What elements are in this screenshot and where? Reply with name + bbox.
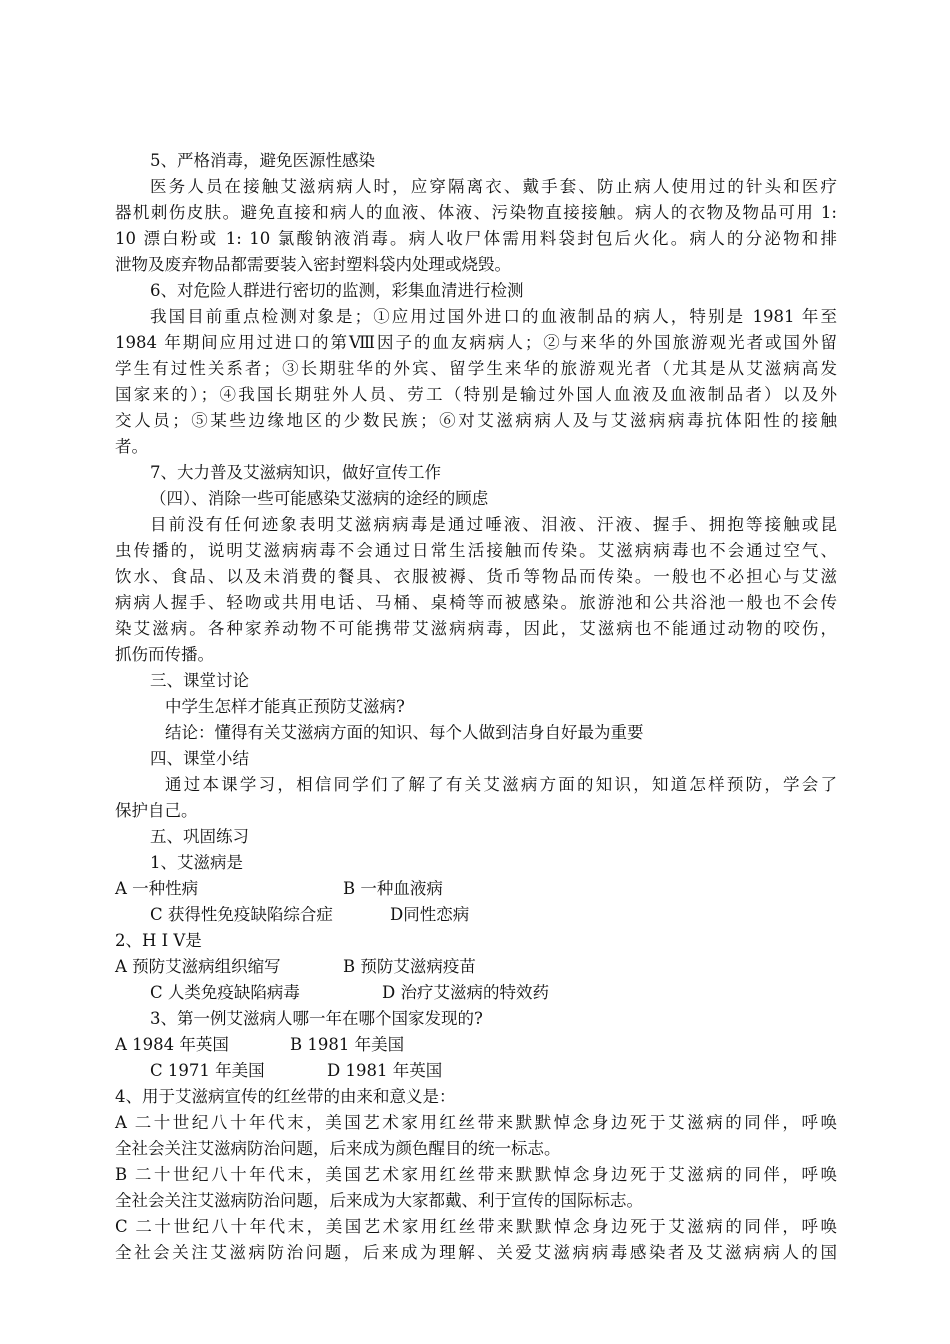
paragraph-line: 1984 年期间应用过进口的第Ⅷ因子的血友病病人；②与来华的外国旅游观光者或国外留 — [115, 333, 837, 352]
option-line: 全社会关注艾滋病防治问题，后来成为大家都戴、利于宣传的国际标志。 — [115, 1191, 643, 1210]
option-line: B 二十世纪八十年代末，美国艺术家用红丝带来默默悼念身边死于艾滋病的同伴，呼唤 — [115, 1165, 837, 1184]
paragraph-line: 保护自己。 — [115, 801, 198, 820]
paragraph-line: 抓伤而传播。 — [115, 645, 214, 664]
paragraph-line: 学生有过性关系者；③长期驻华的外宾、留学生来华的旅游观光者（尤其是从艾滋病高发 — [115, 359, 837, 378]
heading-monitoring: 6、对危险人群进行密切的监测，彩集血清进行检测 — [150, 281, 524, 300]
option-line: A 预防艾滋病组织缩写 — [115, 957, 281, 976]
option-line: D 治疗艾滋病的特效药 — [382, 983, 549, 1002]
discussion-question: 中学生怎样才能真正预防艾滋病? — [165, 697, 405, 716]
option-line: 全社会关注艾滋病防治问题，后来成为理解、关爱艾滋病病毒感染者及艾滋病病人的国 — [115, 1243, 837, 1262]
paragraph-line: 染艾滋病。各种家养动物不可能携带艾滋病病毒，因此，艾滋病也不能通过动物的咬伤， — [115, 619, 837, 638]
option-line: C 获得性免疫缺陷综合症 — [150, 905, 333, 924]
option-line: B 一种血液病 — [343, 879, 443, 898]
question-4: 4、用于艾滋病宣传的红丝带的由来和意义是： — [115, 1087, 456, 1106]
heading-publicity: 7、大力普及艾滋病知识，做好宣传工作 — [150, 463, 441, 482]
paragraph-line: 目前没有任何迹象表明艾滋病病毒是通过唾液、泪液、汗液、握手、拥抱等接触或昆 — [150, 515, 837, 534]
heading-summary: 四、课堂小结 — [150, 749, 249, 768]
paragraph-line: 者。 — [115, 437, 148, 456]
option-line: A 1984 年英国 — [115, 1035, 229, 1054]
paragraph-line: 10 漂白粉或 1: 10 氯酸钠液消毒。病人收尸体需用料袋封包后火化。病人的分泌物和排 — [115, 229, 837, 248]
question-3: 3、第一例艾滋病人哪一年在哪个国家发现的? — [150, 1009, 483, 1028]
paragraph-line: 医务人员在接触艾滋病病人时，应穿隔离衣、戴手套、防止病人使用过的针头和医疗 — [150, 177, 837, 196]
heading-misconceptions: （四）、消除一些可能感染艾滋病的途经的顾虑 — [150, 489, 489, 508]
paragraph-line: 器机刺伤皮肤。避免直接和病人的血液、体液、污染物直接接触。病人的衣物及物品可用 1: — [115, 203, 837, 222]
option-line: C 二十世纪八十年代末，美国艺术家用红丝带来默默悼念身边死于艾滋病的同伴，呼唤 — [115, 1217, 837, 1236]
discussion-conclusion: 结论：懂得有关艾滋病方面的知识、每个人做到洁身自好最为重要 — [165, 723, 644, 742]
paragraph-line: 我国目前重点检测对象是；①应用过国外进口的血液制品的病人，特别是 1981 年至 — [150, 307, 837, 326]
paragraph-line: 虫传播的，说明艾滋病病毒不会通过日常生活接触而传染。艾滋病病毒也不会通过空气、 — [115, 541, 837, 560]
question-2: 2、H I V是 — [115, 931, 202, 950]
paragraph-line: 国家来的）；④我国长期驻外人员、劳工（特别是输过外国人血液及血液制品者）以及外 — [115, 385, 837, 404]
option-line: D 1981 年英国 — [327, 1061, 443, 1080]
paragraph-line: 泄物及废弃物品都需要装入密封塑料袋内处理或烧毁。 — [115, 255, 511, 274]
paragraph-line: 通过本课学习，相信同学们了解了有关艾滋病方面的知识，知道怎样预防，学会了 — [165, 775, 837, 794]
heading-discussion: 三、课堂讨论 — [150, 671, 249, 690]
paragraph-line: 病病人握手、轻吻或共用电话、马桶、桌椅等而被感染。旅游池和公共浴池一般也不会传 — [115, 593, 837, 612]
option-line: D同性恋病 — [390, 905, 470, 924]
question-1: 1、艾滋病是 — [150, 853, 243, 872]
option-line: B 1981 年美国 — [290, 1035, 405, 1054]
option-line: B 预防艾滋病疫苗 — [343, 957, 476, 976]
heading-disinfection: 5、严格消毒，避免医源性感染 — [150, 151, 375, 170]
paragraph-line: 交人员；⑤某些边缘地区的少数民族；⑥对艾滋病病人及与艾滋病病毒抗体阳性的接触 — [115, 411, 837, 430]
heading-exercises: 五、巩固练习 — [150, 827, 249, 846]
option-line: 全社会关注艾滋病防治问题，后来成为颜色醒目的统一标志。 — [115, 1139, 561, 1158]
option-line: A 一种性病 — [115, 879, 199, 898]
option-line: C 1971 年美国 — [150, 1061, 265, 1080]
option-line: C 人类免疫缺陷病毒 — [150, 983, 300, 1002]
paragraph-line: 饮水、食品、以及未消费的餐具、衣服被褥、货币等物品而传染。一般也不必担心与艾滋 — [115, 567, 837, 586]
option-line: A 二十世纪八十年代末，美国艺术家用红丝带来默默悼念身边死于艾滋病的同伴，呼唤 — [115, 1113, 837, 1132]
